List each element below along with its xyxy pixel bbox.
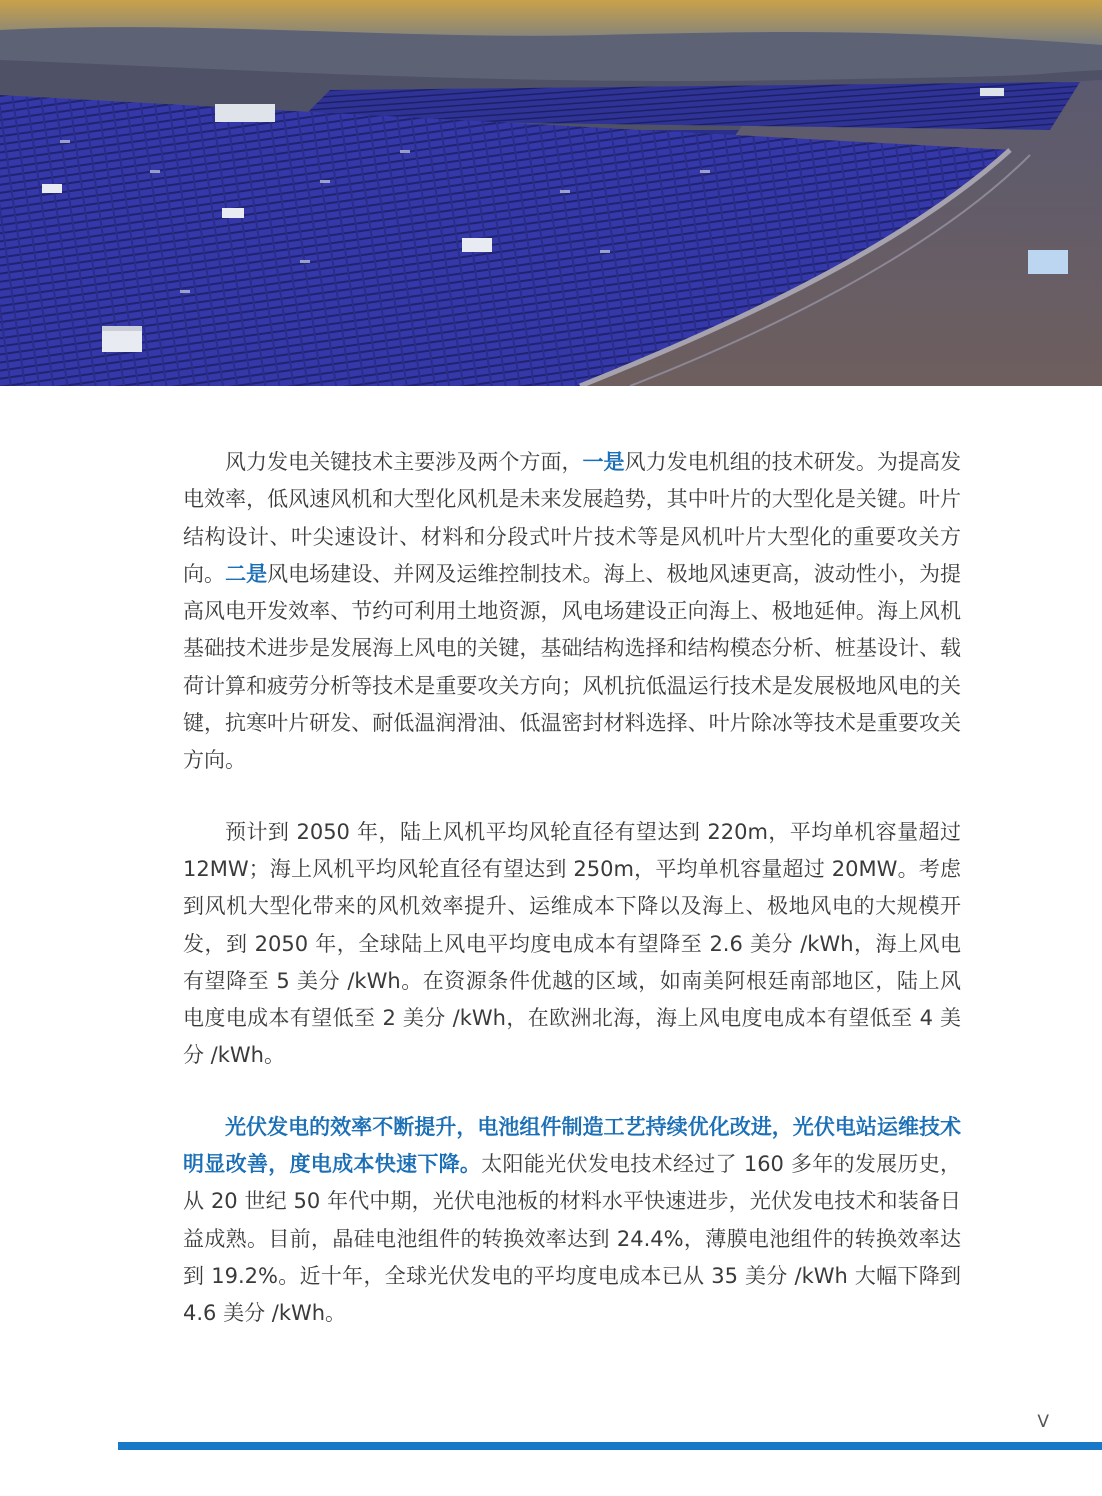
paragraph-wind-technology [183, 444, 961, 780]
page-number: V [1037, 1412, 1049, 1432]
body-text: 预计到 2050 年，陆上风机平均风轮直径有望达到 220m，平均单机容量超过 12MW；海上风机平均风轮直径有望达到 250m，平均单机容量超过 20MW。考虑到风机大型化带来的风机效率提升、运维成本下降以及海上、极地风电的大规模开发，到 2050 年，全球陆上风电平均度电成本有望降至 2.6 美分 /kWh，海上风电有望降至 5 美分 /kWh。在资源条件优越的区域，如南美阿根廷南部地区，陆上风电度电成本有望低至 2 美分 /kWh，在欧洲北海，海上风电度电成本有望低至 4 美分 /kWh。 [183, 819, 961, 1068]
highlighted-text: 二是 [225, 561, 268, 586]
solar-farm-image [0, 0, 1102, 386]
body-text: 风电场建设、并网及运维控制技术。海上、极地风速更高，波动性小，为提高风电开发效率、节约可利用土地资源，风电场建设正向海上、极地延伸。海上风机基础技术进步是发展海上风电的关键，基础结构选择和结构模态分析、桩基设计、载荷计算和疲劳分析等技术是重要攻关方向；风机抗低温运行技术是发展极地风电的关键，抗寒叶片研发、耐低温润滑油、低温密封材料选择、叶片除冰等技术是重要攻关方向。 [183, 561, 962, 773]
body-text: 风力发电关键技术主要涉及两个方面， [225, 450, 583, 474]
highlighted-text: 一是 [582, 450, 625, 474]
paragraph-solar-pv [183, 1109, 961, 1333]
header-photo [0, 0, 1102, 386]
article-body [183, 444, 961, 1333]
highlighted-text: 光伏发电的效率不断提升，电池组件制造工艺持续优化改进，光伏电站运维技术明显改善，度电成本快速下降。 [183, 1114, 961, 1177]
body-text: 风力发电机组的技术研发。为提高发电效率，低风速风机和大型化风机是未来发展趋势，其中叶片的大型化是关键。叶片结构设计、叶尖速设计、材料和分段式叶片技术等是风机叶片大型化的重要攻关方向。 [183, 450, 962, 586]
footer-rule [118, 1442, 1102, 1450]
body-text: 太阳能光伏发电技术经过了 160 多年的发展历史，从 20 世纪 50 年代中期，光伏电池板的材料水平快速进步，光伏发电技术和装备日益成熟。目前，晶硅电池组件的转换效率达到 24.4%，薄膜电池组件的转换效率达到 19.2%。近十年，全球光伏发电的平均度电成本已从 35 美分 /kWh 大幅下降到 4.6 美分 /kWh。 [183, 1152, 962, 1326]
paragraph-wind-forecast [183, 814, 961, 1075]
